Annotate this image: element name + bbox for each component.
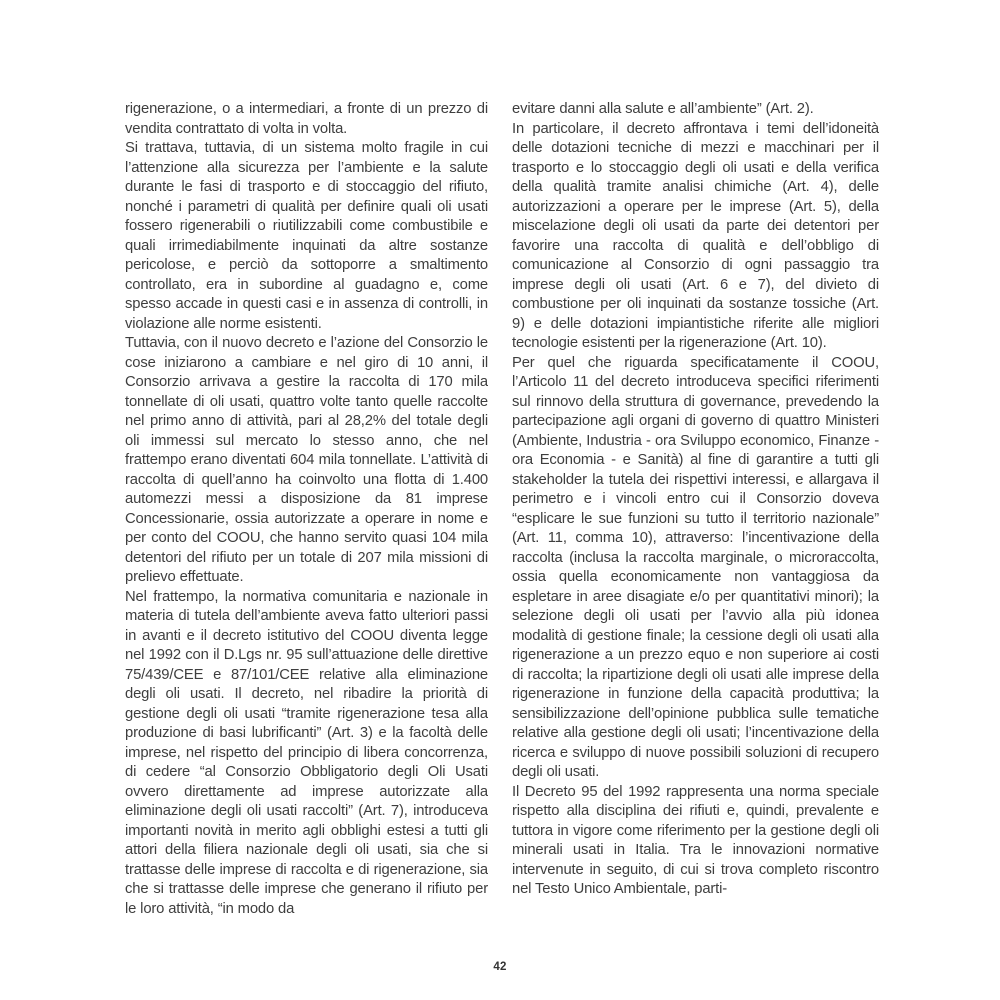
paragraph: Tuttavia, con il nuovo decreto e l’azione del Consorzio le cose iniziarono a cambiare e nel giro di 10 anni, il Consorzio arrivava a gestire la raccolta di 170 mila tonnellate di oli usati, quattro volte tanto quelle raccolte nel primo anno di attività, pari al 28,2% del totale degli oli immessi sul mercato lo stesso anno, che nel frattempo erano diventati 604 mila tonnellate. L’attività di raccolta di quell’anno ha coinvolto una flotta di 1.400 automezzi messi a disposizione da 81 imprese Concessionarie, ossia autorizzate a operare in nome e per conto del COOU, che hanno servito quasi 104 mila detentori del rifiuto per un totale di 207 mila missioni di prelievo effettuate. [125,335,488,585]
paragraph: evitare danni alla salute e all’ambiente” (Art. 2). [512,101,814,117]
right-text-column [512,100,879,945]
page-number: 42 [493,961,507,973]
paragraph: Si trattava, tuttavia, di un sistema molto fragile in cui l’attenzione alla sicurezza per l’ambiente e la salute durante le fasi di trasporto e di stoccaggio del rifiuto, nonché i parametri di qualità per definire quali oli usati fossero rigenerabili o riutilizzabili come combustibile e quali irrimediabilmente inquinati da altre sostanze pericolose, e perciò da sottoporre a smaltimento controllato, era in subordine al guadagno e, come spesso accade in questi casi e in assenza di controlli, in violazione alle norme esistenti. [125,140,488,332]
paragraph: Il Decreto 95 del 1992 rappresenta una norma speciale rispetto alla disciplina dei rifiuti e, quindi, prevalente e tuttora in vigore come riferimento per la gestione degli oli minerali usati in Italia. Tra le innovazioni normative intervenute in seguito, di cui si trova completo riscontro nel Testo Unico Ambientale, parti- [512,783,879,897]
paragraph: In particolare, il decreto affrontava i temi dell’idoneità delle dotazioni tecniche di mezzi e macchinari per il trasporto e lo stoccaggio degli oli usati e della verifica della qualità tramite analisi chimiche (Art. 4), delle autorizzazioni a operare per le imprese (Art. 5), della miscelazione degli oli usati da parte dei detentori per favorire una raccolta di qualità e dell’obbligo di comunicazione al Consorzio di ogni passaggio tra imprese degli oli usati (Art. 6 e 7), del divieto di combustione per oli inquinati da sostanze tossiche (Art. 9) e delle dotazioni impiantistiche riferite alle migliori tecnologie esistenti per la rigenerazione (Art. 10). [512,120,879,351]
paragraph: Per quel che riguarda specificatamente il COOU, l’Articolo 11 del decreto introduceva specifici riferimenti sul rinnovo della struttura di governance, prevedendo la partecipazione agli organi di governo di quattro Ministeri (Ambiente, Industria - ora Sviluppo economico, Finanze - ora Economia - e Sanità) al fine di garantire a tutti gli stakeholder la tutela dei rispettivi interessi, e allargava il perimetro e i vincoli entro cui il Consorzio doveva “esplicare le sue funzioni su tutto il territorio nazionale” (Art. 11, comma 10), attraverso: l’incentivazione della raccolta (inclusa la raccolta marginale, o microraccolta, ossia quella economicamente non vantaggiosa da espletare in aree disagiate e/o per quantitativi minori); la selezione degli oli usati per l’avvio alla più idonea modalità di gestione finale; la cessione degli oli usati alla rigenerazione a un prezzo equo e non superiore ai costi di raccolta; la ripartizione degli oli usati alle imprese della rigenerazione in funzione della capacità produttiva; la sensibilizzazione dell’opinione pubblica sulle tematiche relative alla gestione degli oli usati; l’incentivazione della ricerca e sviluppo di nuove possibili soluzioni di recupero degli oli usati. [512,354,879,780]
paragraph: rigenerazione, o a intermediari, a fronte di un prezzo di vendita contrattato di volta in volta. [125,101,488,137]
paragraph: Nel frattempo, la normativa comunitaria e nazionale in materia di tutela dell’ambiente aveva fatto ulteriori passi in avanti e il decreto istitutivo del COOU diventa legge nel 1992 con il D.Lgs nr. 95 sull’attuazione delle direttive 75/439/CEE e 87/101/CEE relative alla eliminazione degli oli usati. Il decreto, nel ribadire la priorità di gestione degli oli usati “tramite rigenerazione tesa alla produzione di basi lubrificanti” (Art. 3) e la facoltà delle imprese, nel rispetto del principio di libera concorrenza, di cedere “al Consorzio Obbligatorio degli Oli Usati ovvero direttamente ad imprese autorizzate alla eliminazione degli oli usati raccolti” (Art. 7), introduceva importanti novità in merito agli obblighi estesi a tutti gli attori della filiera nazionale degli oli usati, sia che si trattasse delle imprese di raccolta e di rigenerazione, sia che si trattasse delle imprese che generano il rifiuto per le loro attività, “in modo da [125,588,488,917]
left-text-column [125,100,488,945]
